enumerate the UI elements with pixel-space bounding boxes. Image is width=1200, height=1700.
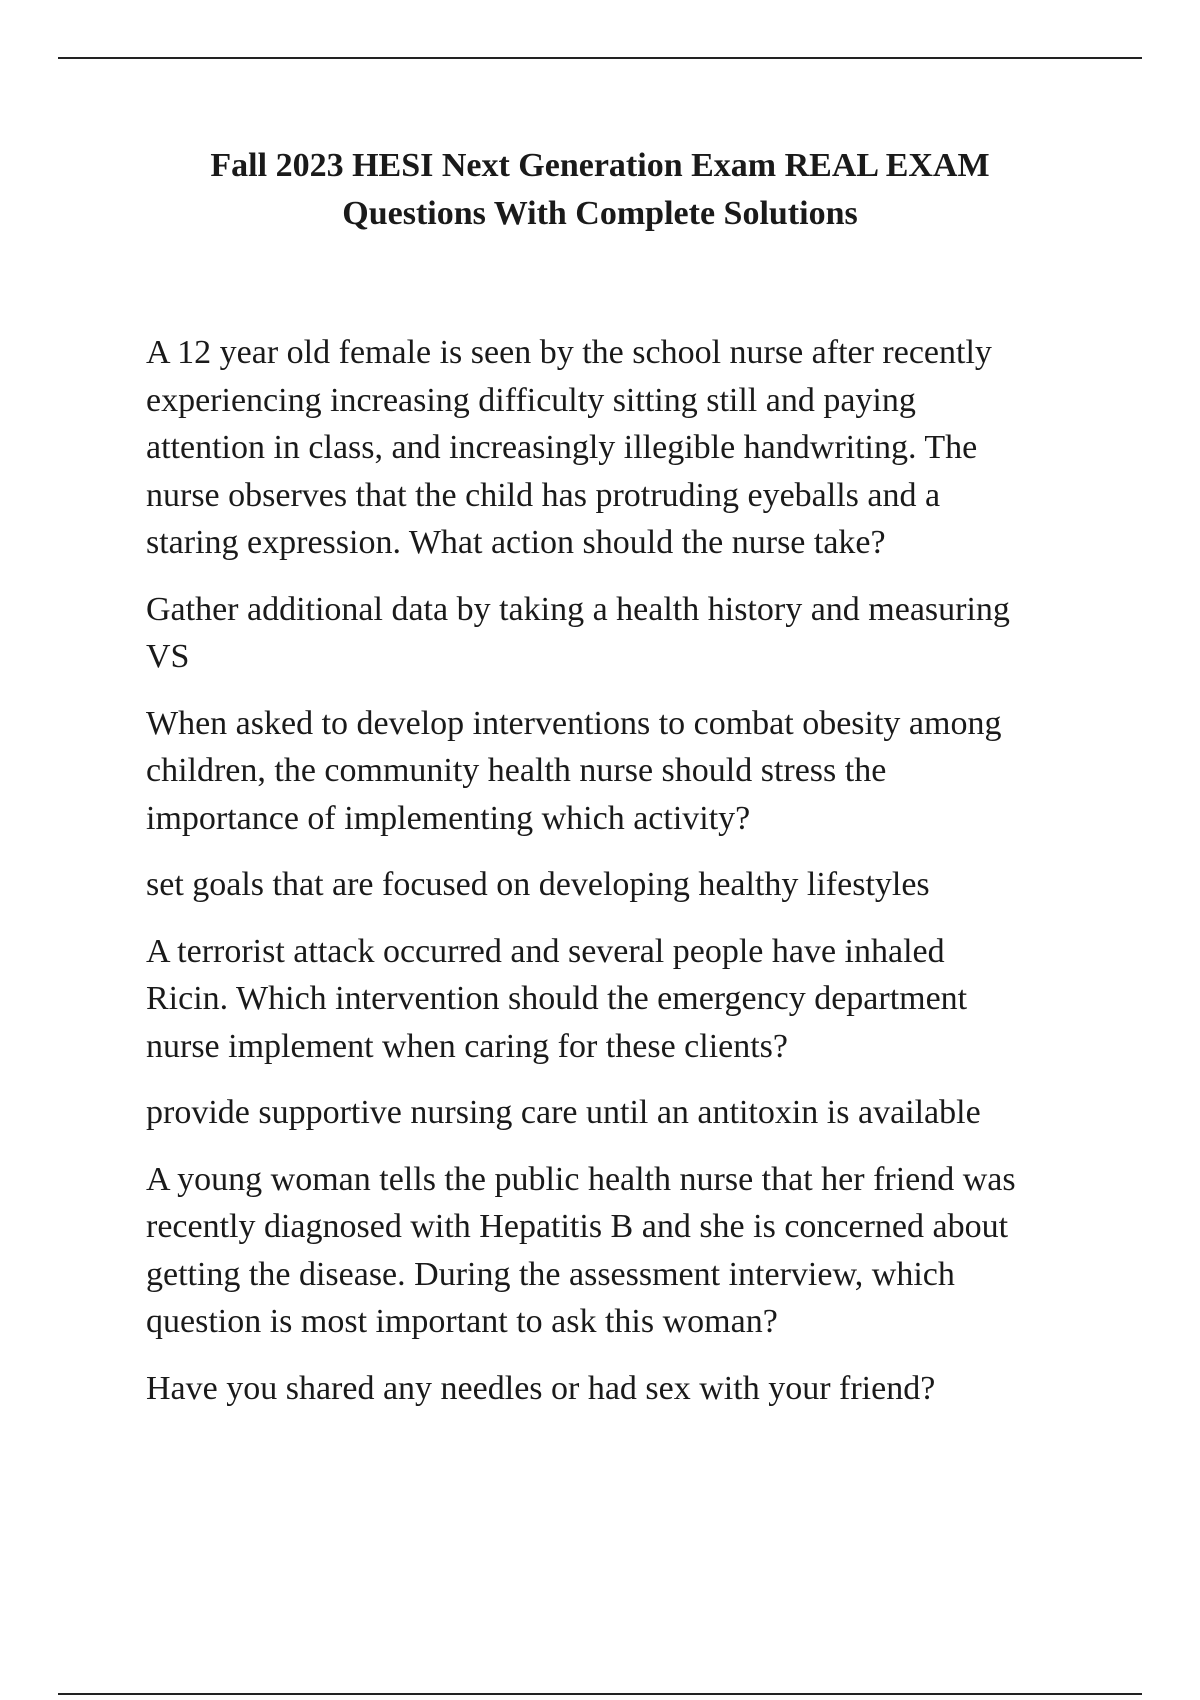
question-answer-list [146, 329, 1106, 1431]
question-line: A young woman tells the public health nurse that her friend was [146, 1160, 1016, 1198]
answer-line: Have you shared any needles or had sex with your friend? [146, 1369, 936, 1407]
question-line: children, the community health nurse should stress the [146, 752, 887, 789]
question-line: attention in class, and increasingly illegible handwriting. The [146, 429, 978, 466]
answer-line: Gather additional data by taking a health history and measuring [146, 590, 1010, 628]
question-line: recently diagnosed with Hepatitis B and she is concerned about [146, 1208, 1009, 1245]
question-line: getting the disease. During the assessment interview, which [146, 1255, 955, 1293]
question-line: nurse observes that the child has protruding eyeballs and a [146, 476, 941, 514]
question-line: question is most important to ask this woman? [146, 1303, 778, 1340]
answer-3 [146, 1089, 1106, 1137]
top-divider [58, 57, 1142, 59]
question-line: importance of implementing which activity? [146, 799, 751, 837]
question-3 [146, 928, 1106, 1071]
question-1 [146, 329, 1106, 567]
bottom-divider [58, 1693, 1142, 1695]
question-line: experiencing increasing difficulty sitting still and paying [146, 381, 916, 419]
question-2 [146, 700, 1106, 843]
question-line: A terrorist attack occurred and several people have inhaled [146, 932, 945, 970]
question-line: Ricin. Which intervention should the emergency department [146, 980, 968, 1017]
answer-4 [146, 1365, 1106, 1413]
answer-2 [146, 861, 1106, 909]
answer-line: provide supportive nursing care until an antitoxin is available [146, 1094, 981, 1131]
question-line: nurse implement when caring for these clients? [146, 1027, 788, 1065]
title-line: Fall 2023 HESI Next Generation Exam REAL EXAM [210, 147, 990, 184]
question-line: staring expression. What action should the nurse take? [146, 524, 886, 561]
question-line: When asked to develop interventions to combat obesity among [146, 704, 1002, 742]
title-line: Questions With Complete Solutions [342, 195, 858, 232]
answer-1 [146, 586, 1106, 681]
answer-line: set goals that are focused on developing healthy lifestyles [146, 866, 930, 903]
answer-line: VS [146, 638, 190, 675]
question-4 [146, 1156, 1106, 1346]
document-title [120, 142, 1080, 238]
question-line: A 12 year old female is seen by the school nurse after recently [146, 334, 992, 371]
